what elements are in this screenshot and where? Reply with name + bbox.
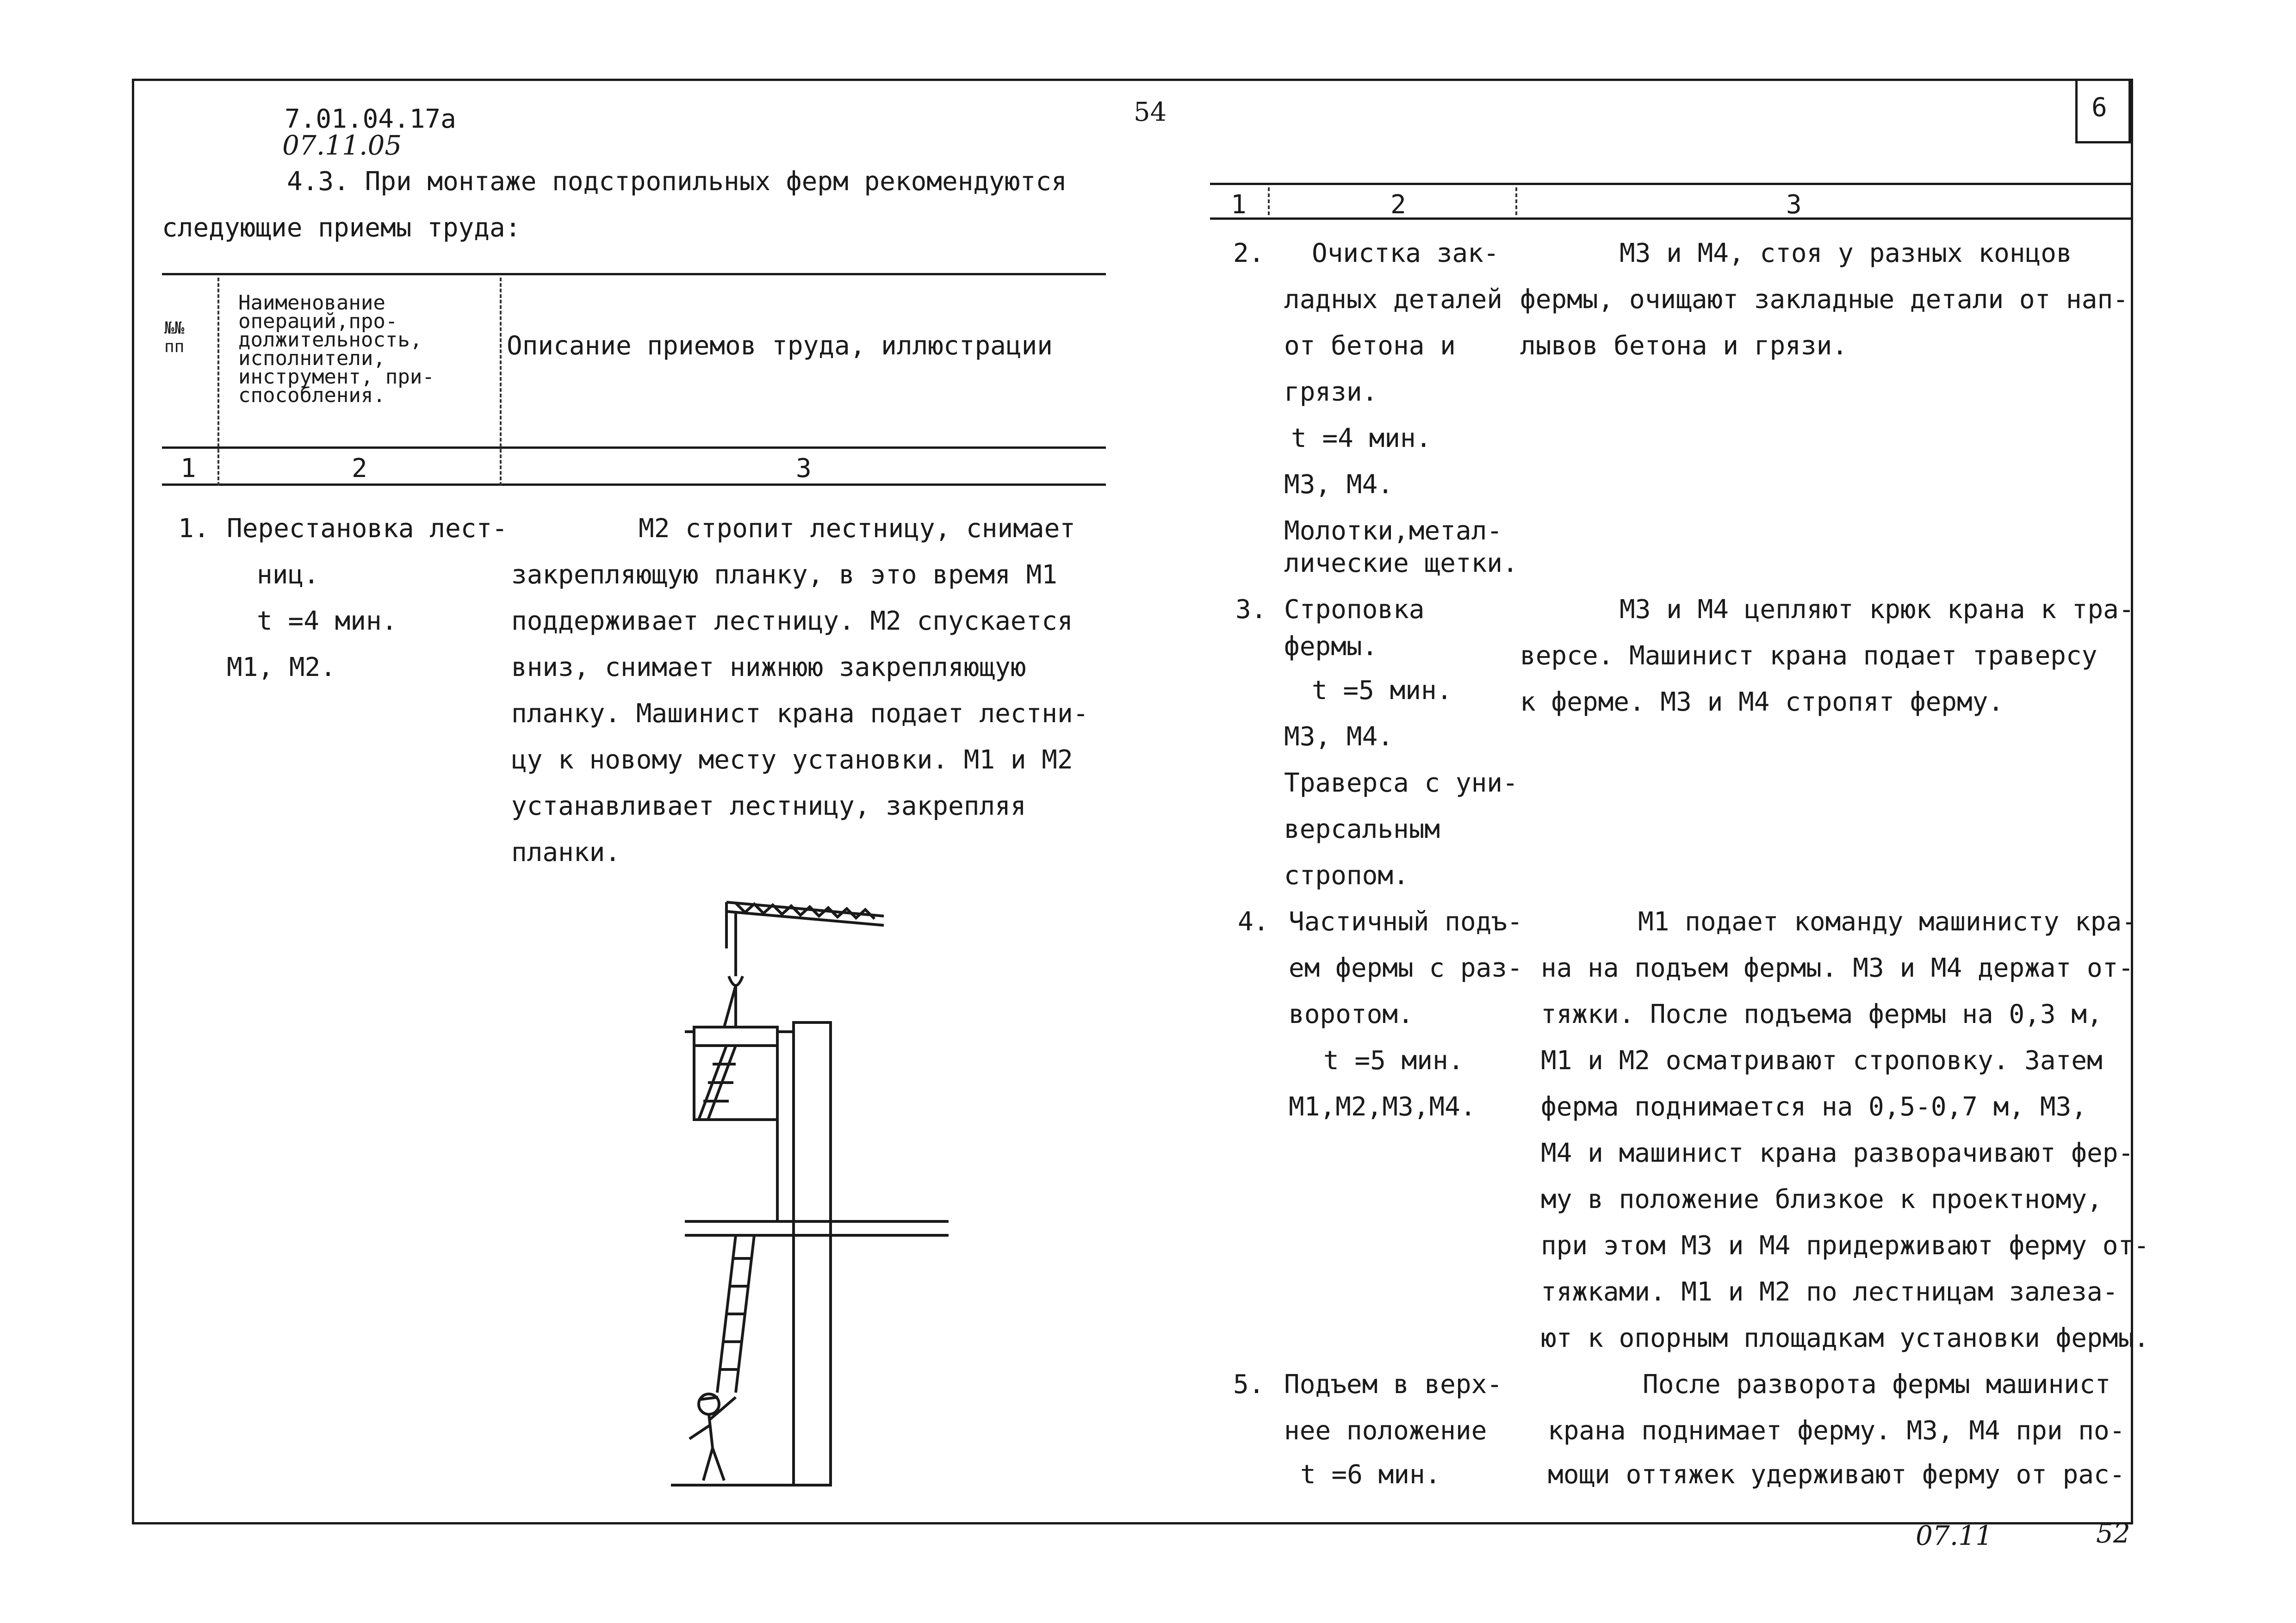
left-num-1: 1 bbox=[180, 453, 196, 483]
row-2-name-2: ладных деталей bbox=[1284, 285, 1503, 315]
left-header-col1: №№ пп bbox=[164, 319, 185, 356]
left-header-col3: Описание приемов труда, иллюстрации bbox=[507, 331, 1053, 361]
row-3-name-2: фермы. bbox=[1284, 632, 1378, 662]
right-num-1: 1 bbox=[1231, 190, 1247, 220]
row-2-number: 2. bbox=[1233, 238, 1265, 268]
row-4-name-3: воротом. bbox=[1289, 999, 1414, 1029]
right-num-2: 2 bbox=[1390, 190, 1406, 220]
row-4-desc-4: M1 и M2 осматривают строповку. Затем bbox=[1541, 1046, 2103, 1076]
row-3-name-1: Строповка bbox=[1284, 595, 1425, 625]
left-col-divider-2 bbox=[500, 278, 502, 486]
row-3-desc-1: M3 и M4 цепляют крюк крана к тра- bbox=[1620, 595, 2135, 625]
row-4-desc-9: тяжками. M1 и M2 по лестницам залеза- bbox=[1541, 1277, 2118, 1307]
row-1-desc-5: планку. Машинист крана подает лестни- bbox=[511, 699, 1089, 729]
row-2-desc-2: фермы, очищают закладные детали от нап- bbox=[1520, 285, 2128, 315]
right-num-3: 3 bbox=[1786, 190, 1802, 220]
row-3-duration: t =5 мин. bbox=[1312, 675, 1452, 706]
ladder-installation-illustration bbox=[671, 893, 949, 1490]
row-1-desc-6: цу к новому месту установки. M1 и M2 bbox=[511, 745, 1073, 775]
row-1-number: 1. bbox=[178, 514, 210, 544]
intro-line-2: следующие приемы труда: bbox=[162, 213, 521, 243]
page-number: 54 bbox=[1134, 97, 1167, 127]
right-col-divider-2 bbox=[1515, 187, 1517, 215]
row-4-desc-6: M4 и машинист крана разворачивают фер- bbox=[1541, 1138, 2134, 1168]
row-2-desc-3: лывов бетона и грязи. bbox=[1520, 331, 1848, 361]
document-code: 7.01.04.17а bbox=[285, 104, 456, 134]
left-num-3: 3 bbox=[796, 453, 812, 483]
row-1-desc-8: планки. bbox=[511, 837, 621, 867]
row-4-desc-2: на на подъем фермы. M3 и M4 держат от- bbox=[1541, 953, 2134, 983]
row-5-number: 5. bbox=[1233, 1369, 1265, 1400]
footer-date-handwritten: 07.11 bbox=[1916, 1520, 1993, 1551]
row-5-desc-3: мощи оттяжек удерживают ферму от рас- bbox=[1548, 1460, 2125, 1490]
row-2-tools-1: Молотки,метал- bbox=[1284, 516, 1503, 546]
row-2-duration: t =4 мин. bbox=[1291, 423, 1432, 453]
left-num-2: 2 bbox=[352, 453, 367, 483]
right-table-number-rule bbox=[1210, 217, 2131, 220]
row-2-name-4: грязи. bbox=[1284, 377, 1378, 407]
row-2-name-3: от бетона и bbox=[1284, 331, 1456, 361]
row-3-tools-1: Траверса с уни- bbox=[1284, 768, 1518, 798]
row-3-workers: M3, M4. bbox=[1284, 722, 1394, 752]
row-2-tools-2: лические щетки. bbox=[1284, 548, 1518, 578]
row-1-desc-4: вниз, снимает нижнюю закрепляющую bbox=[511, 652, 1026, 682]
row-2-desc-1: M3 и M4, стоя у разных концов bbox=[1620, 238, 2072, 268]
row-5-name-2: нее положение bbox=[1284, 1416, 1487, 1446]
row-3-tools-3: стропом. bbox=[1284, 861, 1409, 891]
row-4-desc-1: M1 подает команду машинисту кра- bbox=[1638, 907, 2137, 937]
row-5-desc-2: крана поднимает ферму. M3, M4 при по- bbox=[1548, 1416, 2125, 1446]
row-1-workers: M1, M2. bbox=[227, 652, 336, 682]
left-table-top-rule bbox=[162, 273, 1106, 275]
row-4-desc-3: тяжки. После подъема фермы на 0,3 м, bbox=[1541, 999, 2103, 1029]
row-5-duration: t =6 мин. bbox=[1300, 1460, 1441, 1490]
row-2-workers: M3, M4. bbox=[1284, 470, 1394, 500]
row-5-desc-1: После разворота фермы машинист bbox=[1643, 1369, 2111, 1400]
row-4-desc-7: му в положение близкое к проектному, bbox=[1541, 1184, 2103, 1214]
row-4-number: 4. bbox=[1238, 907, 1269, 937]
row-4-desc-5: ферма поднимается на 0,5-0,7 м, M3, bbox=[1541, 1092, 2087, 1122]
row-1-name-1: Перестановка лест- bbox=[227, 514, 508, 544]
row-3-number: 3. bbox=[1235, 595, 1267, 625]
row-1-desc-7: устанавливает лестницу, закрепляя bbox=[511, 791, 1026, 821]
right-table-top-rule bbox=[1210, 183, 2131, 185]
row-4-name-1: Частичный подъ- bbox=[1289, 907, 1523, 937]
row-3-tools-2: версальным bbox=[1284, 814, 1440, 844]
intro-line-1: 4.3. При монтаже подстропильных ферм рекомендуются bbox=[287, 167, 1067, 197]
row-4-workers: M1,M2,M3,M4. bbox=[1289, 1092, 1476, 1122]
row-1-name-2: ниц. bbox=[257, 560, 319, 590]
left-table-header-rule bbox=[162, 446, 1106, 449]
row-3-desc-2: версе. Машинист крана подает траверсу bbox=[1520, 641, 2097, 671]
footer-page-handwritten: 52 bbox=[2096, 1518, 2130, 1549]
row-4-desc-10: ют к опорным площадкам установки фермы. bbox=[1541, 1323, 2149, 1353]
row-1-desc-1: M2 стропит лестницу, снимает bbox=[639, 514, 1076, 544]
row-2-name-1: Очистка зак- bbox=[1312, 238, 1499, 268]
row-1-desc-2: закрепляющую планку, в это время M1 bbox=[511, 560, 1058, 590]
right-col-divider-1 bbox=[1268, 187, 1270, 215]
row-1-duration: t =4 мин. bbox=[257, 606, 397, 636]
left-col-divider-1 bbox=[217, 278, 219, 486]
sheet-number: 6 bbox=[2091, 93, 2107, 123]
row-3-desc-3: к ферме. M3 и M4 стропят ферму. bbox=[1520, 687, 2004, 717]
document-date-handwritten: 07.11.05 bbox=[282, 130, 402, 161]
row-4-desc-8: при этом M3 и M4 придерживают ферму от- bbox=[1541, 1231, 2149, 1261]
row-4-duration: t =5 мин. bbox=[1323, 1046, 1464, 1076]
row-5-name-1: Подъем в верх- bbox=[1284, 1369, 1503, 1400]
row-4-name-2: ем фермы с раз- bbox=[1289, 953, 1523, 983]
left-table-number-rule bbox=[162, 483, 1106, 486]
row-1-desc-3: поддерживает лестницу. M2 спускается bbox=[511, 606, 1073, 636]
